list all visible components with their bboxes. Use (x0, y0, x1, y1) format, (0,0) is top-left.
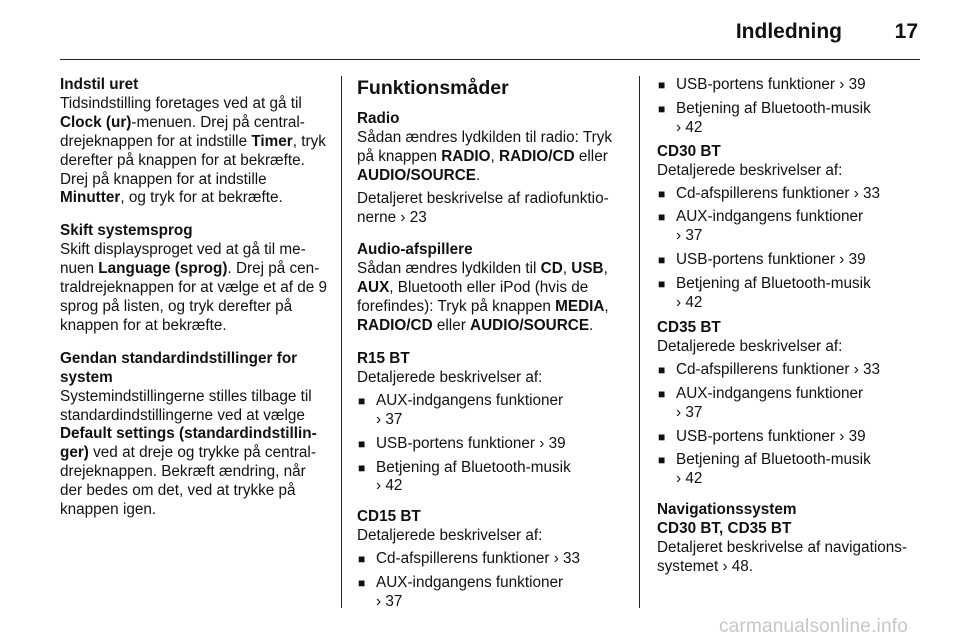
list-item (657, 385, 927, 423)
page-reference: › 37 (376, 592, 403, 610)
column-1 (60, 76, 330, 534)
section-set-clock (60, 76, 330, 208)
item-text: USB-portens funktioner (676, 251, 835, 269)
text: ved at dreje og trykke på centraldrejeknappen. Bekræft ændring, når der bedes om det, ved at trykke på knappen igen. (60, 444, 316, 519)
section-system-language (60, 222, 330, 335)
text: . (475, 166, 481, 184)
page-reference: › 33 (853, 184, 881, 202)
text: , (562, 260, 572, 278)
item-text: USB-portens funktioner (376, 434, 535, 452)
section-heading: Indstil uret (60, 76, 139, 93)
menu-term: Language (sprog) (98, 260, 228, 278)
list-item (657, 451, 927, 489)
text: . (589, 317, 594, 335)
button-term: RADIO/CD (499, 147, 575, 165)
section-r15bt (357, 350, 627, 496)
list-item (657, 361, 927, 380)
item-text: Cd-afspillerens funktioner (376, 550, 550, 568)
page-reference: › 42 (676, 118, 703, 136)
section-radio (357, 110, 627, 227)
button-term: AUDIO/SOURCE (470, 317, 590, 335)
button-term: CD (540, 260, 563, 278)
list-item (357, 435, 627, 454)
button-term: RADIO (441, 147, 491, 165)
section-title: Funktionsmåder (357, 77, 509, 99)
page-reference: › 48. (722, 557, 754, 575)
text: Sådan ændres lydkilden til radio: Tryk på knappen (357, 128, 613, 165)
list-item (657, 76, 927, 95)
list-item (657, 275, 927, 313)
bullet-list (357, 550, 627, 612)
column-divider-2 (639, 76, 640, 608)
section-heading: CD30 BT (657, 142, 721, 160)
page-reference: › 39 (839, 427, 866, 445)
text: Tidsindstilling foretages ved at gå til (60, 94, 302, 112)
section-restore-defaults (60, 350, 330, 520)
bullet-list (357, 392, 627, 497)
item-text: Betjening af Bluetooth-musik (676, 451, 871, 469)
page-reference: › 39 (539, 434, 566, 452)
column-3 (657, 76, 927, 591)
page-reference: › 23 (400, 208, 427, 226)
section-heading: Navigationssystem (657, 501, 797, 519)
section-body (357, 190, 627, 228)
text: eller (574, 147, 608, 165)
section-heading: Radio (357, 110, 400, 127)
page-number: 17 (894, 20, 918, 43)
section-body (657, 539, 927, 577)
section-body (60, 95, 330, 208)
text: , (490, 147, 500, 165)
text: Skift displaysproget ved at gå til menuen (60, 241, 306, 278)
page-reference: › 42 (676, 470, 703, 488)
bullet-list-continued (657, 76, 927, 138)
text: Detaljeret beskrivelse af radiofunktionerne (357, 189, 609, 226)
text: , (604, 298, 609, 316)
section-heading: CD15 BT (357, 508, 421, 526)
page-reference: › 33 (853, 360, 881, 378)
list-item (657, 208, 927, 246)
section-heading: Skift systemsprog (60, 222, 193, 240)
text: Systemindstillingerne stilles tilbage til standardindstillingerne ved at vælge (60, 387, 312, 424)
button-term: USB (571, 260, 604, 278)
button-term: AUDIO/SOURCE (357, 166, 476, 184)
text: Sådan ændres lydkilden til (357, 260, 541, 278)
menu-term: Timer (251, 132, 293, 150)
watermark: carmanualsonline.info (718, 616, 908, 637)
list-item (657, 428, 927, 447)
page-reference: › 39 (839, 76, 866, 93)
list-item (357, 574, 627, 612)
section-intro: Detaljerede beskrivelser af: (657, 161, 843, 179)
page-header (0, 0, 960, 60)
text: eller (432, 317, 471, 335)
section-body (357, 260, 627, 336)
list-item (357, 550, 627, 569)
column-divider-1 (341, 76, 342, 608)
button-term: MEDIA (555, 298, 605, 316)
section-cd15bt (357, 508, 627, 612)
page-reference: › 42 (676, 294, 703, 312)
item-text: Betjening af Bluetooth-musik (676, 99, 871, 117)
text: , Bluetooth eller iPod (hvis de forefindes): Tryk på knappen (357, 279, 589, 316)
section-body (357, 129, 627, 186)
section-body (60, 388, 330, 520)
page-reference: › 39 (839, 251, 866, 269)
section-intro: Detaljerede beskrivelser af: (357, 368, 543, 386)
item-text: USB-portens funktioner (676, 427, 835, 445)
page-reference: › 33 (553, 550, 581, 568)
section-heading: Audio-afspillere (357, 241, 473, 259)
item-text: Betjening af Bluetooth-musik (376, 458, 571, 476)
menu-term: Default settings (standardindstillinger) (60, 425, 317, 462)
text: , tryk derefter på knappen for at bekræfte. Drej på knappen for at indstille (60, 132, 326, 188)
item-text: Cd-afspillerens funktioner (676, 184, 850, 202)
section-intro: Detaljerede beskrivelser af: (357, 527, 543, 545)
section-heading: R15 BT (357, 349, 410, 367)
bullet-list (657, 185, 927, 313)
section-body (60, 241, 330, 336)
item-text: Cd-afspillerens funktioner (676, 360, 850, 378)
list-item (657, 251, 927, 270)
menu-term: Minutter (60, 189, 121, 207)
menu-term: Clock (ur) (60, 113, 132, 131)
item-text: AUX-indgangens funktioner (376, 391, 564, 409)
page-reference: › 37 (676, 403, 703, 421)
section-heading: Gendan standardindstillinger for system (60, 349, 298, 386)
list-item (657, 100, 927, 138)
page-reference: › 42 (376, 477, 403, 495)
text: Detaljeret beskrivelse af navigationssystemet (657, 539, 907, 575)
page-reference: › 37 (376, 410, 403, 428)
chapter-title: Indledning (735, 20, 842, 43)
text: , og tryk for at bekræfte. (120, 189, 283, 207)
bullet-list (657, 361, 927, 489)
section-cd30bt (657, 143, 927, 313)
item-text: AUX-indgangens funktioner (676, 384, 864, 402)
section-subheading: CD30 BT, CD35 BT (657, 520, 792, 538)
text: . Drej på centraldrejeknappen for at vælge et af de 9 sprog på listen, og tryk derefter på knappen for at bekræfte. (60, 260, 328, 334)
text: -menuen. Drej på centraldrejeknappen for at indstille (60, 113, 305, 150)
section-intro: Detaljerede beskrivelser af: (657, 337, 843, 355)
section-cd35bt (657, 319, 927, 489)
column-2 (357, 76, 627, 624)
section-navigation (657, 501, 927, 577)
button-term: AUX (357, 279, 390, 297)
section-audio-players (357, 241, 627, 336)
item-text: AUX-indgangens funktioner (676, 208, 864, 226)
list-item (357, 459, 627, 497)
section-heading: CD35 BT (657, 318, 721, 336)
text: , (603, 260, 608, 278)
item-text: Betjening af Bluetooth-musik (676, 275, 871, 293)
list-item (657, 185, 927, 204)
page-reference: › 37 (676, 227, 703, 245)
button-term: RADIO/CD (357, 317, 433, 335)
list-item (357, 392, 627, 430)
header-rule (60, 59, 920, 60)
item-text: USB-portens funktioner (676, 76, 835, 93)
item-text: AUX-indgangens funktioner (376, 574, 564, 592)
